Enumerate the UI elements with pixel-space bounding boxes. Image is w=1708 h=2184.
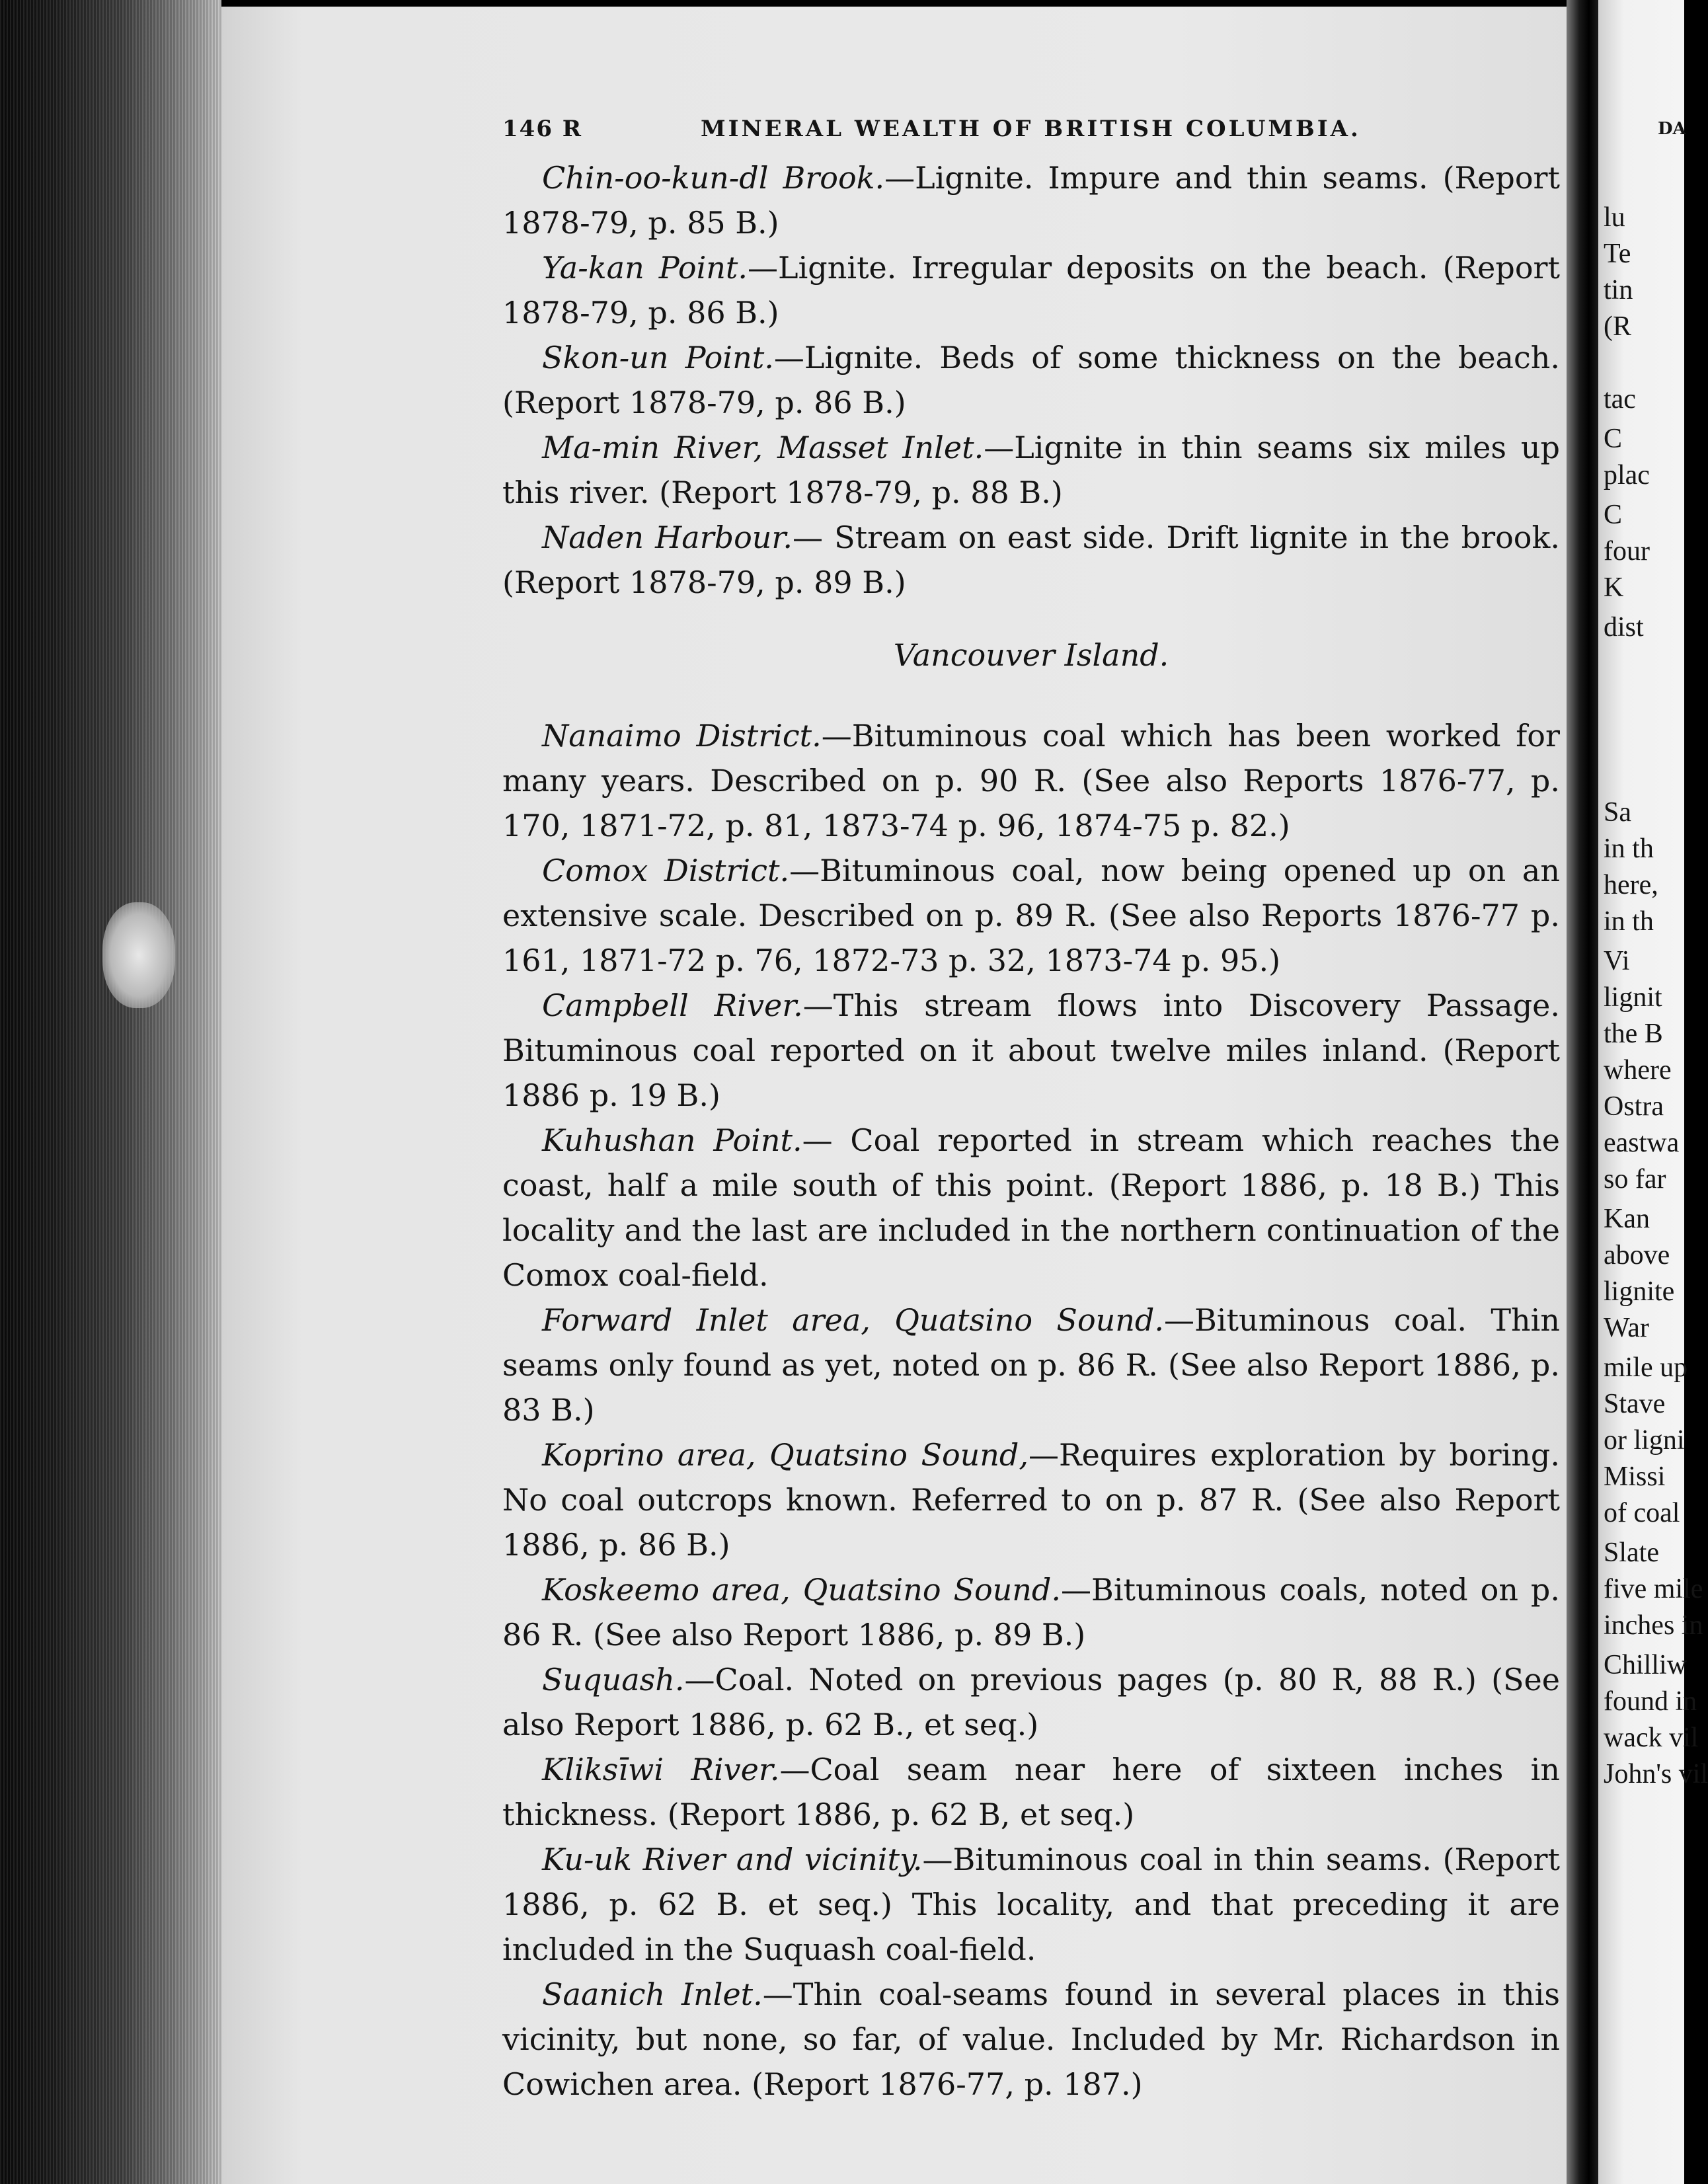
facing-page-line: of coal <box>1604 1498 1680 1528</box>
entry-description: —This stream flows into Discovery Passage. Bituminous coal reported on it about twelve miles inland. (Report 1886 p. 19 B.) <box>502 988 1561 1113</box>
entry-place-name: Ku-uk River and vicinity. <box>542 1842 923 1877</box>
entry-description: —Coal seam near here of sixteen inches in thickness. (Report 1886, p. 62 B, et seq.) <box>502 1752 1560 1832</box>
entry-paragraph <box>502 1747 1560 1837</box>
facing-page-line: (R <box>1604 311 1631 342</box>
entry-description: —Bituminous coal, now being opened up on an extensive scale. Described on p. 89 R. (See also Reports 1876-77 p. 161, 1871-72 p. 76, 1872-73 p. 32, 1873-74 p. 95.) <box>502 853 1560 978</box>
entries-main <box>502 713 1560 2107</box>
facing-page-line: inches in <box>1604 1610 1703 1641</box>
entry-paragraph <box>502 848 1560 983</box>
entry-place-name: Campbell River. <box>542 988 803 1023</box>
facing-page-fragment <box>1598 0 1708 2184</box>
facing-page-line: K <box>1604 572 1624 603</box>
entry-description: —Coal. Noted on previous pages (p. 80 R, 88 R.) (See also Report 1886, p. 62 B., et seq.) <box>502 1662 1560 1742</box>
facing-page-line: dist <box>1604 612 1644 643</box>
entry-place-name: Kliksīwi River. <box>542 1752 780 1787</box>
facing-page-line: in th <box>1604 906 1654 937</box>
facing-page-line: mile up <box>1604 1352 1688 1383</box>
entry-paragraph <box>502 1432 1560 1567</box>
facing-page-line: where <box>1604 1055 1672 1085</box>
entry-place-name: Saanich Inlet. <box>542 1976 763 2012</box>
entry-description: —Lignite. Beds of some thickness on the beach. (Report 1878-79, p. 86 B.) <box>502 340 1560 420</box>
facing-page-line: John's vil <box>1604 1759 1708 1789</box>
entry-description: —Lignite in thin seams six miles up this river. (Report 1878-79, p. 88 B.) <box>502 430 1560 510</box>
entry-description: —Bituminous coal which has been worked for many years. Described on p. 90 R. (See also Reports 1876-77, p. 170, 1871-72, p. 81, 1873-74 p. 96, 1874-75 p. 82.) <box>502 718 1560 843</box>
page-number: 146 R <box>502 116 583 142</box>
facing-page-line: lignit <box>1604 982 1662 1013</box>
facing-page-line: Missi <box>1604 1462 1666 1492</box>
facing-page-line: Te <box>1604 239 1631 269</box>
entry-paragraph <box>502 335 1560 425</box>
entry-description: —Lignite. Impure and thin seams. (Report 1878-79, p. 85 B.) <box>502 160 1561 241</box>
paper-stain <box>102 902 175 1008</box>
entry-description: — Coal reported in stream which reaches the coast, half a mile south of this point. (Report 1886, p. 18 B.) This locality and the last are included in the northern continuation of the Comox coal-field. <box>502 1122 1560 1293</box>
section-heading: Vancouver Island. <box>893 637 1169 673</box>
entry-place-name: Naden Harbour. <box>542 520 793 555</box>
entry-paragraph <box>502 245 1560 335</box>
entry-paragraph <box>502 1298 1560 1432</box>
running-head-title: MINERAL WEALTH OF BRITISH COLUMBIA. <box>701 116 1361 142</box>
entry-place-name: Skon-un Point. <box>542 340 774 375</box>
facing-page-line: lu <box>1604 202 1625 233</box>
entry-place-name: Suquash. <box>542 1662 685 1697</box>
entry-paragraph <box>502 983 1560 1118</box>
facing-page-line: tac <box>1604 384 1636 414</box>
facing-page-line: eastwa <box>1604 1128 1680 1158</box>
entry-place-name: Kuhushan Point. <box>542 1122 802 1158</box>
facing-page-header-fragment: DA <box>1658 119 1686 139</box>
entries-top <box>502 155 1560 605</box>
entry-place-name: Koskeemo area, Quatsino Sound. <box>542 1572 1062 1608</box>
entry-place-name: Ma-min River, Masset Inlet. <box>542 430 984 465</box>
entry-place-name: Nanaimo District. <box>542 718 822 754</box>
entry-description: —Bituminous coals, noted on p. 86 R. (See also Report 1886, p. 89 B.) <box>502 1572 1561 1653</box>
facing-page-line: War <box>1604 1313 1649 1343</box>
running-head <box>502 102 1560 155</box>
facing-page-line: or ligni <box>1604 1425 1685 1456</box>
facing-page-line: above <box>1604 1240 1670 1270</box>
entry-paragraph <box>502 515 1560 605</box>
entry-place-name: Koprino area, Quatsino Sound, <box>542 1437 1029 1473</box>
facing-page-line: so far <box>1604 1164 1666 1194</box>
facing-page-line: four <box>1604 536 1650 566</box>
book-binding-shadow <box>1567 0 1598 2184</box>
entry-paragraph <box>502 1972 1560 2107</box>
facing-page-line: the B <box>1604 1019 1663 1049</box>
page-edge-gutter <box>0 0 221 2184</box>
entry-description: —Lignite. Irregular deposits on the beach. (Report 1878-79, p. 86 B.) <box>502 250 1560 331</box>
facing-page-line: Chilliw <box>1604 1650 1688 1680</box>
facing-page-line: found in <box>1604 1686 1697 1717</box>
entry-place-name: Comox District. <box>542 853 790 888</box>
facing-page-line: Sa <box>1604 797 1631 828</box>
entry-description: — Stream on east side. Drift lignite in the brook. (Report 1878-79, p. 89 B.) <box>502 520 1560 600</box>
entry-description: —Bituminous coal in thin seams. (Report 1886, p. 62 B. et seq.) This locality, and that preceding it are included in the Suquash coal-field. <box>502 1842 1560 1967</box>
entry-description: —Requires exploration by boring. No coal outcrops known. Referred to on p. 87 R. (See also Report 1886, p. 86 B.) <box>502 1437 1560 1563</box>
facing-page-line: wack vil <box>1604 1723 1699 1753</box>
facing-page-line: Vi <box>1604 946 1630 976</box>
facing-page-line: five mile <box>1604 1574 1703 1604</box>
entry-place-name: Chin-oo-kun-dl Brook. <box>542 160 885 196</box>
facing-page-line: Stave <box>1604 1389 1666 1419</box>
entry-paragraph <box>502 155 1560 245</box>
entry-paragraph <box>502 425 1560 515</box>
entry-paragraph <box>502 1657 1560 1747</box>
entry-description: —Thin coal-seams found in several places in this vicinity, but none, so far, of value. Included by Mr. Richardson in Cowichen area. (Report 1876-77, p. 187.) <box>502 1976 1560 2102</box>
facing-page-line: here, <box>1604 870 1658 900</box>
entry-paragraph <box>502 1567 1560 1657</box>
page-body <box>502 102 1560 2107</box>
facing-page-line: tin <box>1604 275 1633 305</box>
facing-page-line: lignite <box>1604 1276 1675 1307</box>
facing-page-line: C <box>1604 500 1623 530</box>
entry-paragraph <box>502 713 1560 848</box>
facing-page-line: Ostra <box>1604 1091 1664 1122</box>
entry-paragraph <box>502 1118 1560 1298</box>
entry-description: —Bituminous coal. Thin seams only found as yet, noted on p. 86 R. (See also Report 1886, p. 83 B.) <box>502 1302 1561 1428</box>
facing-page-line: Slate <box>1604 1538 1659 1568</box>
facing-page-line: plac <box>1604 460 1650 490</box>
facing-page-line: Kan <box>1604 1204 1650 1234</box>
facing-page-line: in th <box>1604 834 1654 864</box>
left-page <box>221 7 1580 2184</box>
entry-place-name: Ya-kan Point. <box>542 250 748 286</box>
entry-paragraph <box>502 1837 1560 1972</box>
facing-page-line: C <box>1604 424 1623 454</box>
entry-place-name: Forward Inlet area, Quatsino Sound. <box>542 1302 1164 1338</box>
